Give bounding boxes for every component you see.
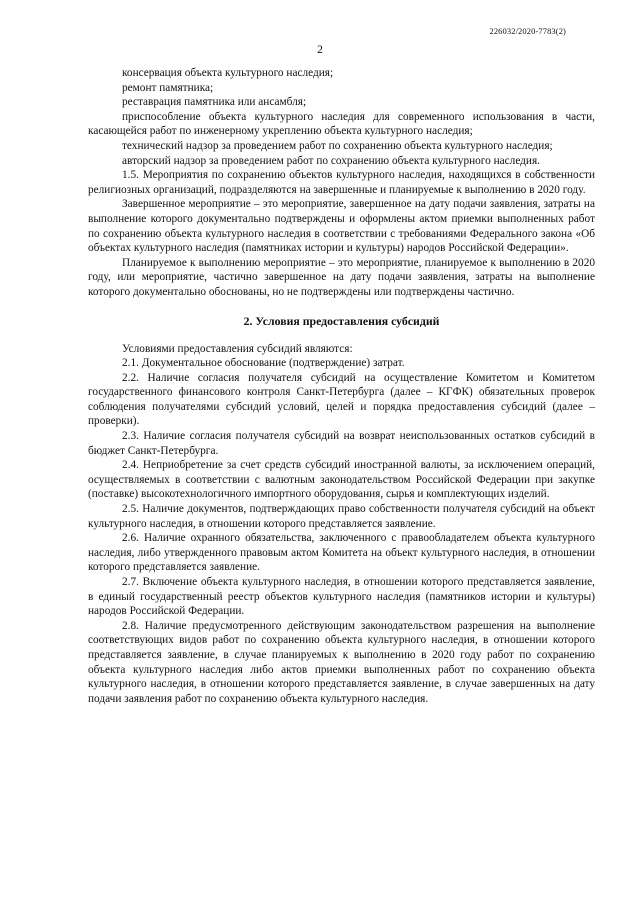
document-body (88, 66, 595, 706)
page-number: 2 (317, 44, 323, 56)
paragraph-2-6: 2.6. Наличие охранного обязательства, заключенного с правообладателем объекта культурного наследия, либо утвержденного правовым актом Комитета на объект культурного наследия, в отношении которого представляется заявление. (88, 532, 595, 574)
paragraph-2-1: 2.1. Документальное обоснование (подтверждение) затрат. (122, 357, 405, 370)
section-2-intro: Условиями предоставления субсидий являются: (122, 342, 353, 355)
paragraph-1-5: 1.5. Мероприятия по сохранению объектов культурного наследия, находящихся в собственности религиозных организаций, подразделяются на завершенные и планируемые к выполнению в 2020 году. (88, 169, 595, 196)
paragraph-2-2: 2.2. Наличие согласия получателя субсидий на осуществление Комитетом и Комитетом государственного финансового контроля Санкт-Петербурга (далее – КГФК) обязательных проверок соблюдения получателями субсидий условий, целей и порядка предоставления субсидий (далее – проверки). (88, 371, 595, 428)
list-item: ремонт памятника; (122, 81, 214, 94)
paragraph-2-8: 2.8. Наличие предусмотренного действующим законодательством разрешения на выполнение соответствующих видов работ по сохранению объекта культурного наследия, в отношении которого представляется заявление, в случае планируемых к выполнению в 2020 году работ по сохранению объекта культурного наследия либо актов приемки выполненных работ по сохранению объекта культурного наследия, в отношении которого представляется заявление, в случае завершенных на дату подачи заявления работ по сохранению объекта культурного наследия. (88, 619, 595, 705)
list-item: консервация объекта культурного наследия; (122, 67, 334, 79)
paragraph-2-7: 2.7. Включение объекта культурного наследия, в отношении которого представляется заявление, в единый государственный реестр объектов культурного наследия (памятников истории и культуры) народов Российской Федерации. (88, 576, 595, 618)
list-item: авторский надзор за проведением работ по сохранению объекта культурного наследия. (122, 154, 541, 167)
section-2-title: 2. Условия предоставления субсидий (243, 313, 440, 328)
paragraph-2-4: 2.4. Неприобретение за счет средств субсидий иностранной валюты, за исключением операций, осуществляемых в соответствии с валютным законодательством Российской Федерации при закупке (поставке) высокотехнологичного импортного оборудования, сырья и комплектующих изделий. (88, 459, 595, 501)
document-number: 226032/2020-7783(2) (489, 26, 566, 36)
list-item: приспособление объекта культурного наследия для современного использования в части, касающейся работ по инженерному укреплению объекта культурного наследия; (88, 110, 595, 138)
paragraph-2-3: 2.3. Наличие согласия получателя субсидий на возврат неиспользованных остатков субсидий в бюджет Санкт-Петербурга. (88, 430, 595, 457)
paragraph-completed-definition: Завершенное мероприятие – это мероприятие, завершенное на дату подачи заявления, затраты на выполнение которого документально подтверждены и оформлены актом приемки выполненных работ по сохранению объекта культурного наследия в соответствии с требованиями Федерального закона «Об объектах культурного наследия (памятниках истории и культуры) народов Российской Федерации». (88, 198, 595, 255)
paragraph-2-5: 2.5. Наличие документов, подтверждающих право собственности получателя субсидий на объект культурного наследия, в отношении которого представляется заявление. (88, 503, 595, 530)
list-item: технический надзор за проведением работ по сохранению объекта культурного наследия; (122, 139, 553, 152)
list-item: реставрация памятника или ансамбля; (122, 96, 307, 109)
paragraph-planned-definition: Планируемое к выполнению мероприятие – это мероприятие, планируемое к выполнению в 2020 году, или мероприятие, частично завершенное на дату подачи заявления, затраты на выполнение которого документально обоснованы, но не подтверждены или подтверждены частично. (88, 256, 595, 298)
